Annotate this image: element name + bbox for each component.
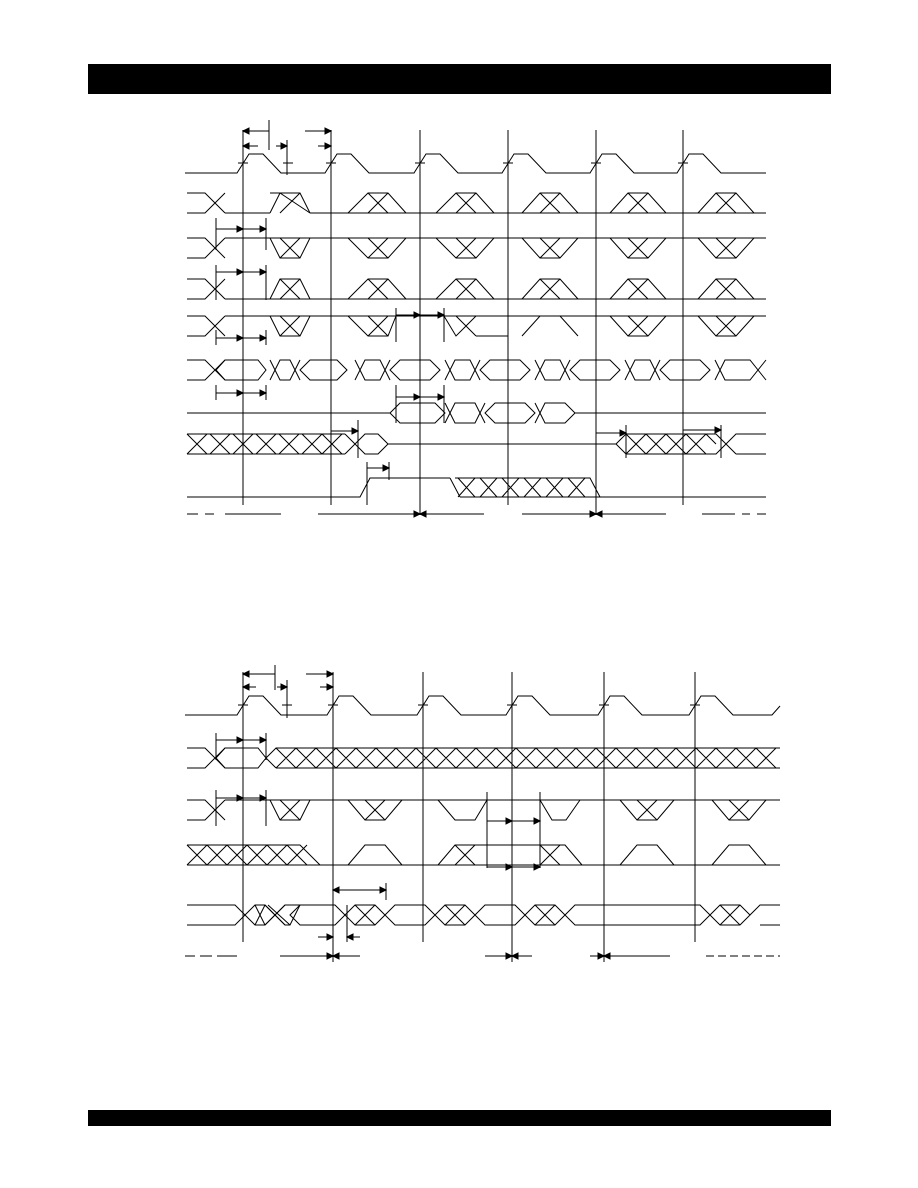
clock-dimension-arrows-2 <box>243 671 333 690</box>
signal-row-2-3 <box>187 845 780 870</box>
clock-ticks-2 <box>238 665 700 718</box>
bottom-timing-line-2 <box>185 953 780 959</box>
signal-row-2-1 <box>187 733 780 768</box>
footer-bar <box>88 1110 831 1126</box>
signal-row-2-4 <box>187 883 780 942</box>
